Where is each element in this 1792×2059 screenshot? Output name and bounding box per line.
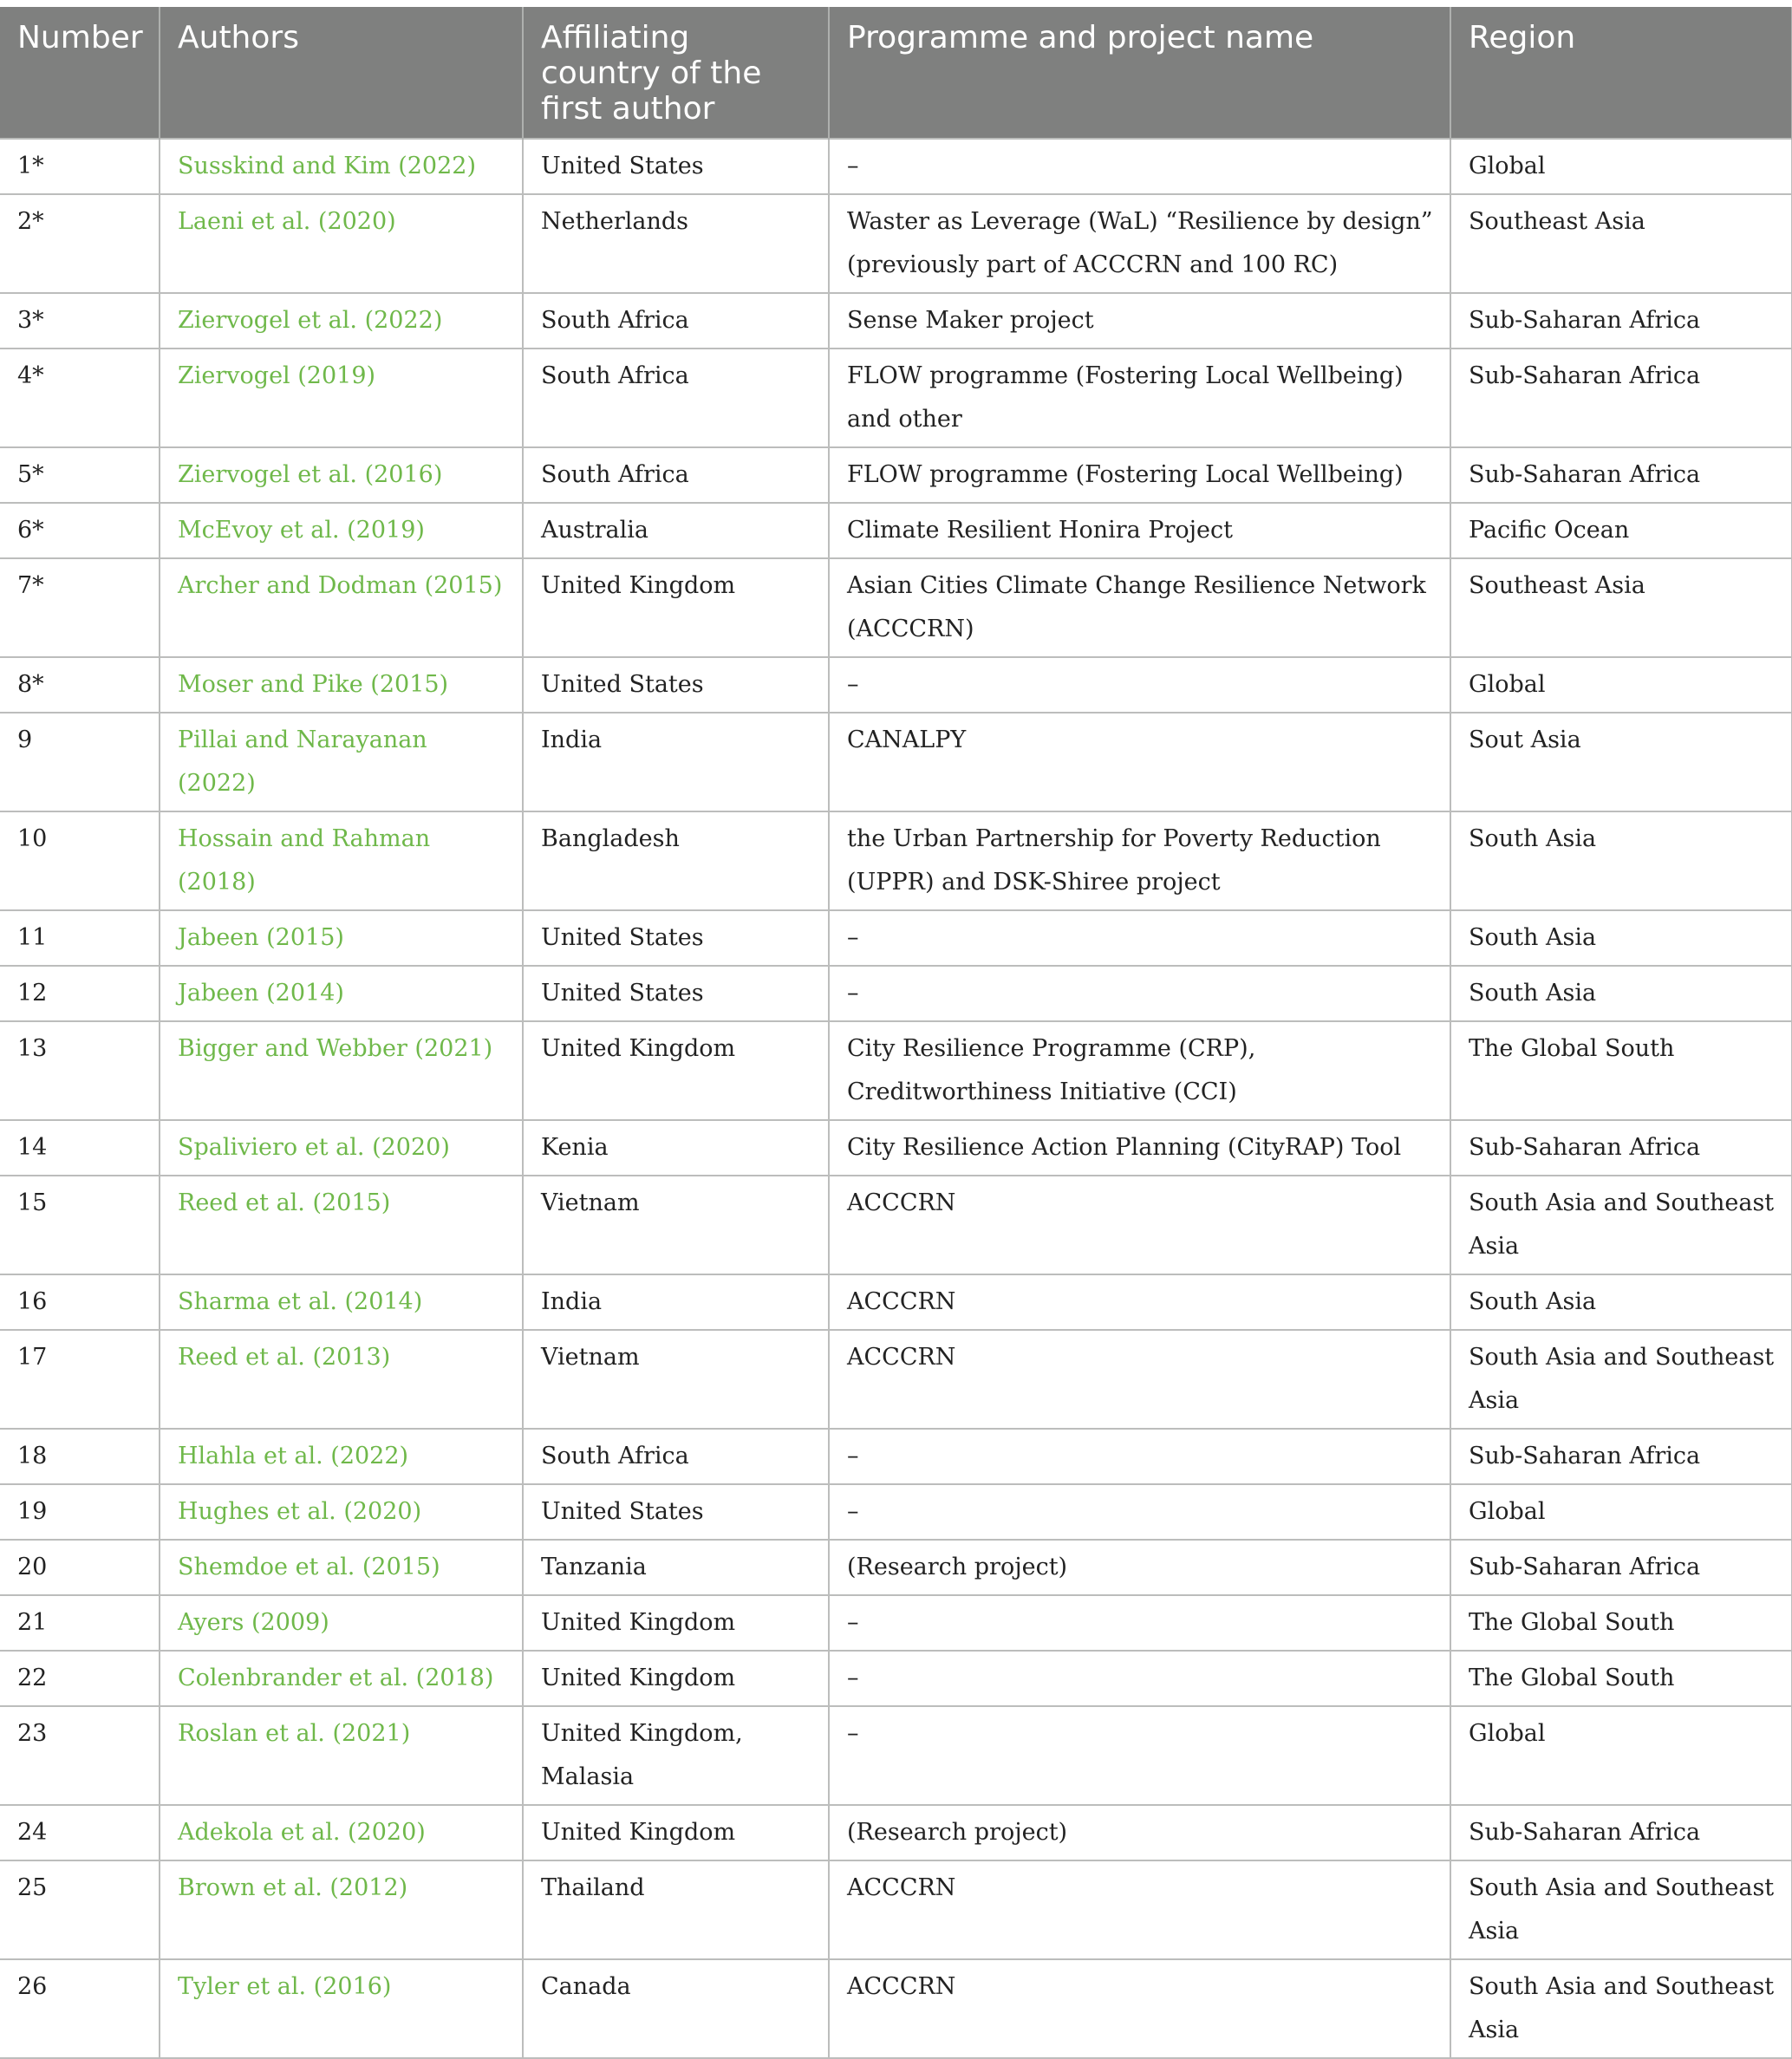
cell-country: United Kingdom [523, 1651, 829, 1706]
cell-programme: ACCCRN [829, 1860, 1450, 1959]
cell-country: United Kingdom [523, 1595, 829, 1651]
cell-number: 6* [0, 503, 160, 558]
table-row [0, 1540, 1792, 1595]
cell-region: The Global South [1450, 1595, 1792, 1651]
table-row [0, 1330, 1792, 1429]
cell-authors-link[interactable]: Ayers (2009) [160, 1595, 523, 1651]
cell-number: 21 [0, 1595, 160, 1651]
header-row [0, 7, 1792, 139]
cell-programme: ACCCRN [829, 1176, 1450, 1274]
cell-authors-link[interactable]: Ziervogel et al. (2022) [160, 293, 523, 349]
cell-programme: – [829, 910, 1450, 966]
table-row [0, 1274, 1792, 1330]
cell-number: 3* [0, 293, 160, 349]
table-header [0, 7, 1792, 139]
cell-region: Pacific Ocean [1450, 503, 1792, 558]
cell-authors-link[interactable]: Pillai and Narayanan (2022) [160, 713, 523, 811]
cell-programme: Sense Maker project [829, 293, 1450, 349]
cell-programme: the Urban Partnership for Poverty Reduction (UPPR) and DSK-Shiree project [829, 811, 1450, 910]
header-programme: Programme and project name [829, 7, 1450, 139]
cell-programme: ACCCRN [829, 1959, 1450, 2058]
cell-number: 24 [0, 1805, 160, 1860]
table-row [0, 1651, 1792, 1706]
table-row [0, 966, 1792, 1021]
cell-country: Bangladesh [523, 811, 829, 910]
cell-authors-link[interactable]: Sharma et al. (2014) [160, 1274, 523, 1330]
cell-number: 17 [0, 1330, 160, 1429]
cell-country: India [523, 713, 829, 811]
cell-authors-link[interactable]: Susskind and Kim (2022) [160, 139, 523, 194]
cell-number: 13 [0, 1021, 160, 1120]
cell-region: South Asia and Southeast Asia [1450, 1330, 1792, 1429]
cell-programme: CANALPY [829, 713, 1450, 811]
cell-region: Global [1450, 1706, 1792, 1805]
cell-authors-link[interactable]: Tyler et al. (2016) [160, 1959, 523, 2058]
cell-programme: – [829, 1429, 1450, 1484]
cell-country: United States [523, 139, 829, 194]
cell-programme: (Research project) [829, 1540, 1450, 1595]
cell-programme: ACCCRN [829, 1274, 1450, 1330]
cell-country: Netherlands [523, 194, 829, 293]
cell-number: 1* [0, 139, 160, 194]
cell-number: 22 [0, 1651, 160, 1706]
header-region: Region [1450, 7, 1792, 139]
cell-number: 7* [0, 558, 160, 657]
table-row [0, 558, 1792, 657]
cell-authors-link[interactable]: Spaliviero et al. (2020) [160, 1120, 523, 1176]
table-body [0, 139, 1792, 2058]
cell-authors-link[interactable]: Colenbrander et al. (2018) [160, 1651, 523, 1706]
table-row [0, 447, 1792, 503]
cell-region: Sub-Saharan Africa [1450, 349, 1792, 447]
cell-region: The Global South [1450, 1021, 1792, 1120]
cell-authors-link[interactable]: Adekola et al. (2020) [160, 1805, 523, 1860]
studies-table [0, 7, 1792, 2059]
cell-programme: Waster as Leverage (WaL) “Resilience by design” (previously part of ACCCRN and 100 RC) [829, 194, 1450, 293]
header-number: Number [0, 7, 160, 139]
cell-number: 11 [0, 910, 160, 966]
cell-region: South Asia [1450, 910, 1792, 966]
cell-region: South Asia and Southeast Asia [1450, 1860, 1792, 1959]
cell-programme: City Resilience Programme (CRP), Creditworthiness Initiative (CCI) [829, 1021, 1450, 1120]
cell-region: Southeast Asia [1450, 558, 1792, 657]
cell-country: United Kingdom [523, 1021, 829, 1120]
table-row [0, 194, 1792, 293]
cell-country: Australia [523, 503, 829, 558]
table-row [0, 1176, 1792, 1274]
cell-region: Sub-Saharan Africa [1450, 447, 1792, 503]
cell-programme: – [829, 1706, 1450, 1805]
cell-country: Kenia [523, 1120, 829, 1176]
cell-programme: – [829, 1651, 1450, 1706]
cell-authors-link[interactable]: Brown et al. (2012) [160, 1860, 523, 1959]
cell-country: Vietnam [523, 1330, 829, 1429]
cell-country: Tanzania [523, 1540, 829, 1595]
cell-authors-link[interactable]: Ziervogel (2019) [160, 349, 523, 447]
cell-region: Sub-Saharan Africa [1450, 1540, 1792, 1595]
table-row [0, 811, 1792, 910]
cell-region: Sout Asia [1450, 713, 1792, 811]
cell-authors-link[interactable]: Laeni et al. (2020) [160, 194, 523, 293]
cell-number: 14 [0, 1120, 160, 1176]
table-row [0, 1959, 1792, 2058]
table-row [0, 1805, 1792, 1860]
cell-authors-link[interactable]: McEvoy et al. (2019) [160, 503, 523, 558]
cell-country: South Africa [523, 293, 829, 349]
table-row [0, 1429, 1792, 1484]
cell-number: 16 [0, 1274, 160, 1330]
cell-country: United States [523, 966, 829, 1021]
cell-programme: FLOW programme (Fostering Local Wellbeing) and other [829, 349, 1450, 447]
cell-region: Sub-Saharan Africa [1450, 1429, 1792, 1484]
cell-number: 5* [0, 447, 160, 503]
cell-number: 19 [0, 1484, 160, 1540]
header-authors: Authors [160, 7, 523, 139]
cell-country: United States [523, 1484, 829, 1540]
cell-region: South Asia [1450, 811, 1792, 910]
cell-authors-link[interactable]: Reed et al. (2015) [160, 1176, 523, 1274]
table-row [0, 503, 1792, 558]
cell-number: 12 [0, 966, 160, 1021]
cell-authors-link[interactable]: Hossain and Rahman (2018) [160, 811, 523, 910]
cell-country: India [523, 1274, 829, 1330]
cell-country: South Africa [523, 1429, 829, 1484]
table-row [0, 1484, 1792, 1540]
cell-country: United Kingdom [523, 558, 829, 657]
cell-number: 4* [0, 349, 160, 447]
table-row [0, 349, 1792, 447]
cell-country: United States [523, 910, 829, 966]
cell-number: 20 [0, 1540, 160, 1595]
cell-authors-link[interactable]: Roslan et al. (2021) [160, 1706, 523, 1805]
table-row [0, 1706, 1792, 1805]
cell-country: United States [523, 657, 829, 713]
table-row [0, 293, 1792, 349]
cell-region: Global [1450, 139, 1792, 194]
cell-programme: ACCCRN [829, 1330, 1450, 1429]
cell-country: South Africa [523, 447, 829, 503]
cell-authors-link[interactable]: Reed et al. (2013) [160, 1330, 523, 1429]
cell-region: Sub-Saharan Africa [1450, 1805, 1792, 1860]
cell-number: 2* [0, 194, 160, 293]
cell-number: 9 [0, 713, 160, 811]
cell-programme: – [829, 657, 1450, 713]
cell-number: 23 [0, 1706, 160, 1805]
cell-programme: – [829, 1484, 1450, 1540]
cell-authors-link[interactable]: Jabeen (2014) [160, 966, 523, 1021]
cell-number: 15 [0, 1176, 160, 1274]
cell-region: Global [1450, 1484, 1792, 1540]
cell-country: Canada [523, 1959, 829, 2058]
cell-region: South Asia and Southeast Asia [1450, 1959, 1792, 2058]
cell-country: United Kingdom, Malasia [523, 1706, 829, 1805]
cell-region: Southeast Asia [1450, 194, 1792, 293]
cell-number: 10 [0, 811, 160, 910]
cell-programme: FLOW programme (Fostering Local Wellbeing) [829, 447, 1450, 503]
cell-authors-link[interactable]: Hughes et al. (2020) [160, 1484, 523, 1540]
cell-country: Vietnam [523, 1176, 829, 1274]
cell-authors-link[interactable]: Jabeen (2015) [160, 910, 523, 966]
cell-number: 26 [0, 1959, 160, 2058]
cell-programme: City Resilience Action Planning (CityRAP) Tool [829, 1120, 1450, 1176]
cell-region: South Asia [1450, 966, 1792, 1021]
cell-region: The Global South [1450, 1651, 1792, 1706]
table-row [0, 1120, 1792, 1176]
cell-programme: Asian Cities Climate Change Resilience Network (ACCCRN) [829, 558, 1450, 657]
cell-region: Sub-Saharan Africa [1450, 1120, 1792, 1176]
cell-programme: (Research project) [829, 1805, 1450, 1860]
header-country: Affiliating country of the first author [523, 7, 829, 139]
cell-number: 8* [0, 657, 160, 713]
cell-programme: Climate Resilient Honira Project [829, 503, 1450, 558]
cell-number: 18 [0, 1429, 160, 1484]
table-row [0, 139, 1792, 194]
cell-number: 25 [0, 1860, 160, 1959]
cell-authors-link[interactable]: Moser and Pike (2015) [160, 657, 523, 713]
table-row [0, 713, 1792, 811]
cell-authors-link[interactable]: Ziervogel et al. (2016) [160, 447, 523, 503]
cell-country: Thailand [523, 1860, 829, 1959]
cell-programme: – [829, 1595, 1450, 1651]
table-row [0, 1860, 1792, 1959]
cell-country: United Kingdom [523, 1805, 829, 1860]
cell-programme: – [829, 966, 1450, 1021]
cell-region: Sub-Saharan Africa [1450, 293, 1792, 349]
cell-region: Global [1450, 657, 1792, 713]
cell-programme: – [829, 139, 1450, 194]
cell-region: South Asia and Southeast Asia [1450, 1176, 1792, 1274]
cell-country: South Africa [523, 349, 829, 447]
cell-authors-link[interactable]: Hlahla et al. (2022) [160, 1429, 523, 1484]
table-row [0, 657, 1792, 713]
table-row [0, 910, 1792, 966]
table-row [0, 1595, 1792, 1651]
cell-authors-link[interactable]: Bigger and Webber (2021) [160, 1021, 523, 1120]
table-row [0, 1021, 1792, 1120]
cell-authors-link[interactable]: Shemdoe et al. (2015) [160, 1540, 523, 1595]
cell-region: South Asia [1450, 1274, 1792, 1330]
cell-authors-link[interactable]: Archer and Dodman (2015) [160, 558, 523, 657]
studies-table-container [0, 7, 1792, 2059]
